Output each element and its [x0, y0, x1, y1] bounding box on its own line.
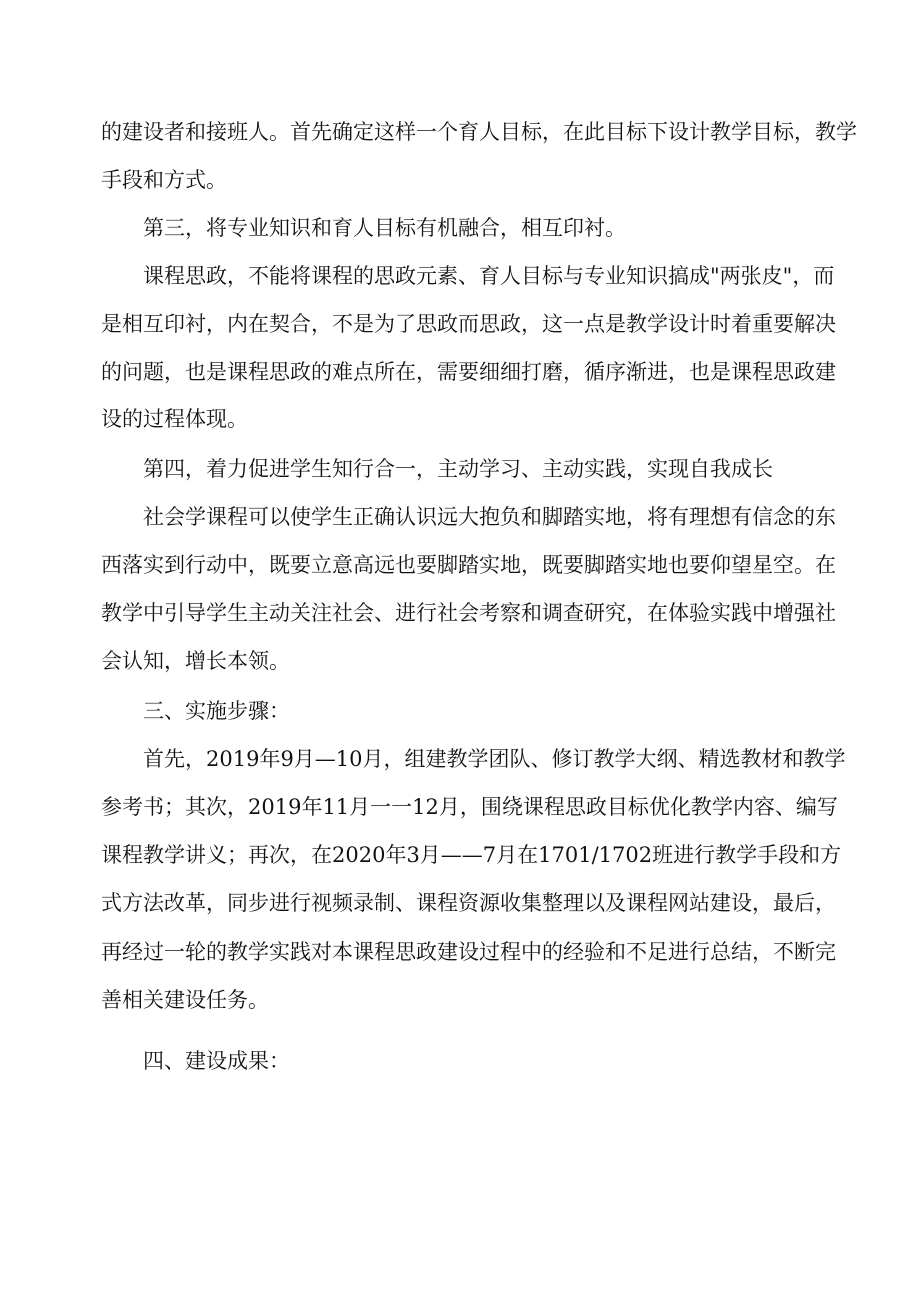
paragraph-line: 教学中引导学生主动关注社会、进行社会考察和调查研究，在体验实践中增强社 [101, 601, 836, 625]
paragraph-line: 社会学课程可以使学生正确认识远大抱负和脚踏实地，将有理想有信念的东 [143, 505, 836, 529]
paragraph-line: 式方法改革，同步进行视频录制、课程资源收集整理以及课程网站建设，最后， [101, 891, 836, 915]
paragraph-line: 设的过程体现。 [101, 407, 248, 431]
paragraph-line: 会认知，增长本领。 [101, 649, 290, 673]
paragraph-line: 西落实到行动中，既要立意高远也要脚踏实地，既要脚踏实地也要仰望星空。在 [101, 553, 836, 577]
paragraph-line: 参考书；其次，2019年11月一一12月，围绕课程思政目标优化教学内容、编写 [101, 795, 838, 819]
paragraph-line: 课程思政，不能将课程的思政元素、育人目标与专业知识搞成"两张皮"，而 [143, 264, 835, 288]
paragraph-line: 是相互印衬，内在契合，不是为了思政而思政，这一点是教学设计时着重要解决 [101, 312, 836, 336]
section-heading: 四、建设成果： [143, 1049, 290, 1073]
section-heading: 第四，着力促进学生知行合一，主动学习、主动实践，实现自我成长 [143, 457, 773, 481]
paragraph-line: 的建设者和接班人。首先确定这样一个育人目标，在此目标下设计教学目标，教学 [101, 120, 857, 144]
section-heading: 三、实施步骤： [143, 699, 290, 723]
paragraph-line: 手段和方式。 [101, 168, 227, 192]
paragraph-line: 课程教学讲义；再次，在2020年3月——7月在1701/1702班进行教学手段和方 [101, 843, 842, 867]
paragraph-line: 再经过一轮的教学实践对本课程思政建设过程中的经验和不足进行总结，不断完 [101, 940, 836, 964]
paragraph-line: 善相关建设任务。 [101, 988, 269, 1012]
paragraph-line: 首先，2019年9月—10月，组建教学团队、修订教学大纲、精选教材和教学 [143, 747, 846, 771]
section-heading: 第三，将专业知识和育人目标有机融合，相互印衬。 [143, 216, 626, 240]
paragraph-line: 的问题，也是课程思政的难点所在，需要细细打磨，循序渐进，也是课程思政建 [101, 360, 836, 384]
